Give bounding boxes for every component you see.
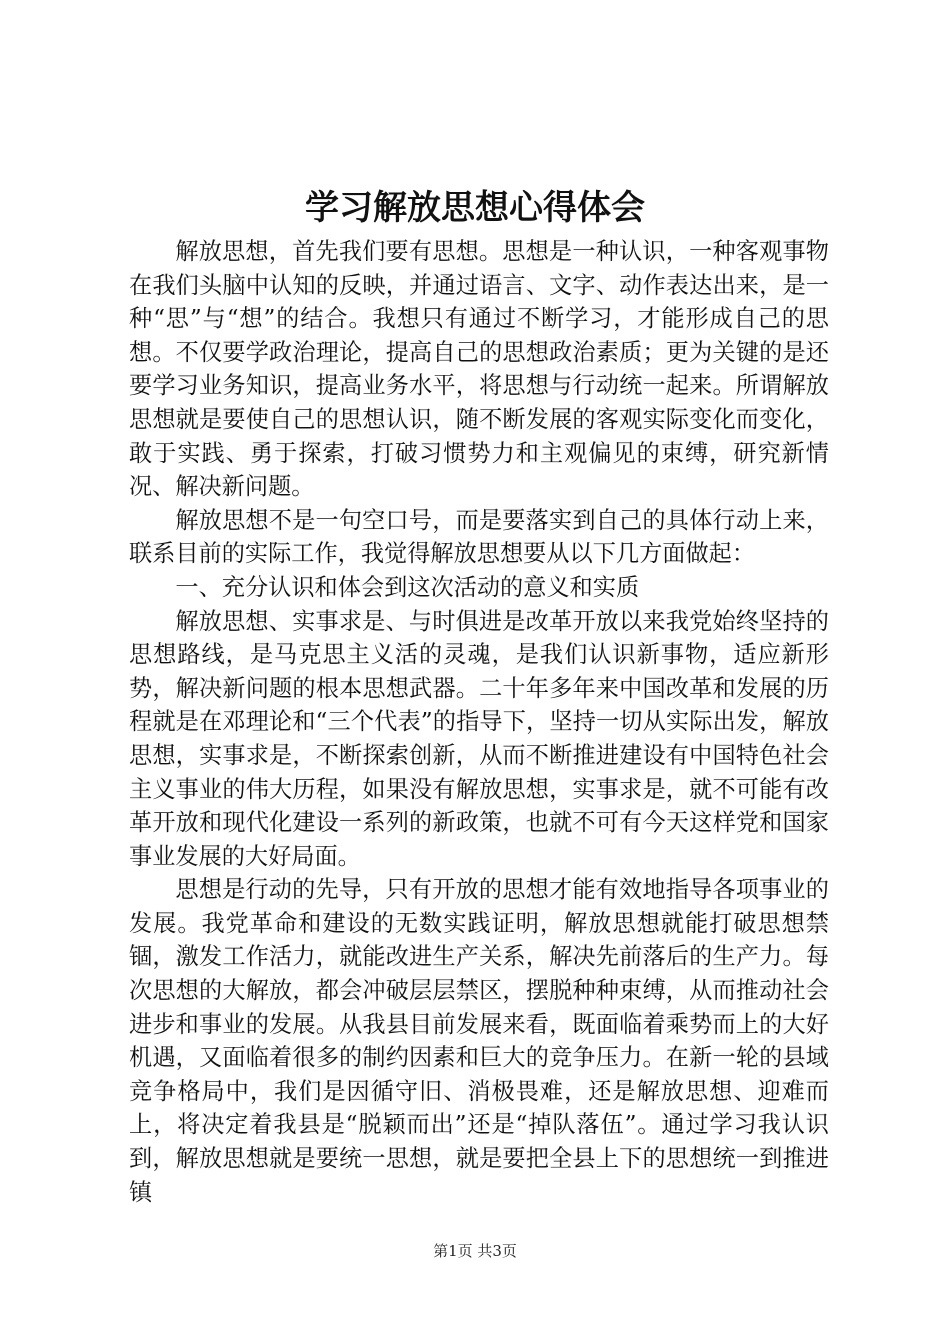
page-footer: 第1页 共3页 [433,1242,517,1260]
paragraph-intro: 解放思想，首先我们要有思想。思想是一种认识，一种客观事物在我们头脑中认知的反映，并通过语言、文字、动作表达出来，是一种“思”与“想”的结合。我想只有通过不断学习，才能形成自己的思想。不仅要学政治理论，提高自己的思想政治素质；更为关键的是还要学习业务知识，提高业务水平，将思想与行动统一起来。所谓解放思想就是要使自己的思想认识，随不断发展的客观实际变化而变化，敢于实践、勇于探索，打破习惯势力和主观偏见的束缚，研究新情况、解决新问题。 [129,238,829,501]
paragraph-thought-guides-action: 思想是行动的先导，只有开放的思想才能有效地指导各项事业的发展。我党革命和建设的无数实践证明，解放思想就能打破思想禁锢，激发工作活力，就能改进生产关系，解决先前落后的生产力。每次思想的大解放，都会冲破层层禁区，摆脱种种束缚，从而推动社会进步和事业的发展。从我县目前发展来看，既面临着乘势而上的大好机遇，又面临着很多的制约因素和巨大的竞争压力。在新一轮的县域竞争格局中，我们是因循守旧、消极畏难，还是解放思想、迎难而上，将决定着我县是“脱颖而出”还是“掉队落伍”。通过学习我认识到，解放思想就是要统一思想，就是要把全县上下的思想统一到推进镇 [129,876,829,1206]
document-body [129,235,829,1209]
paragraph-line-of-thought: 解放思想、实事求是、与时俱进是改革开放以来我党始终坚持的思想路线，是马克思主义活的灵魂，是我们认识新事物，适应新形势，解决新问题的根本思想武器。二十年多年来中国改革和发展的历程就是在邓理论和“三个代表”的指导下，坚持一切从实际出发，解放思想，实事求是，不断探索创新，从而不断推进建设有中国特色社会主义事业的伟大历程，如果没有解放思想，实事求是，就不可能有改革开放和现代化建设一系列的新政策，也就不可有今天这样党和国家事业发展的大好局面。 [129,607,829,870]
document-title: 学习解放思想心得体会 [305,188,645,228]
section-heading-1: 一、充分认识和体会到这次活动的意义和实质 [175,573,640,601]
paragraph-approach: 解放思想不是一句空口号，而是要落实到自己的具体行动上来，联系目前的实际工作，我觉得解放思想要从以下几方面做起： [129,506,829,568]
